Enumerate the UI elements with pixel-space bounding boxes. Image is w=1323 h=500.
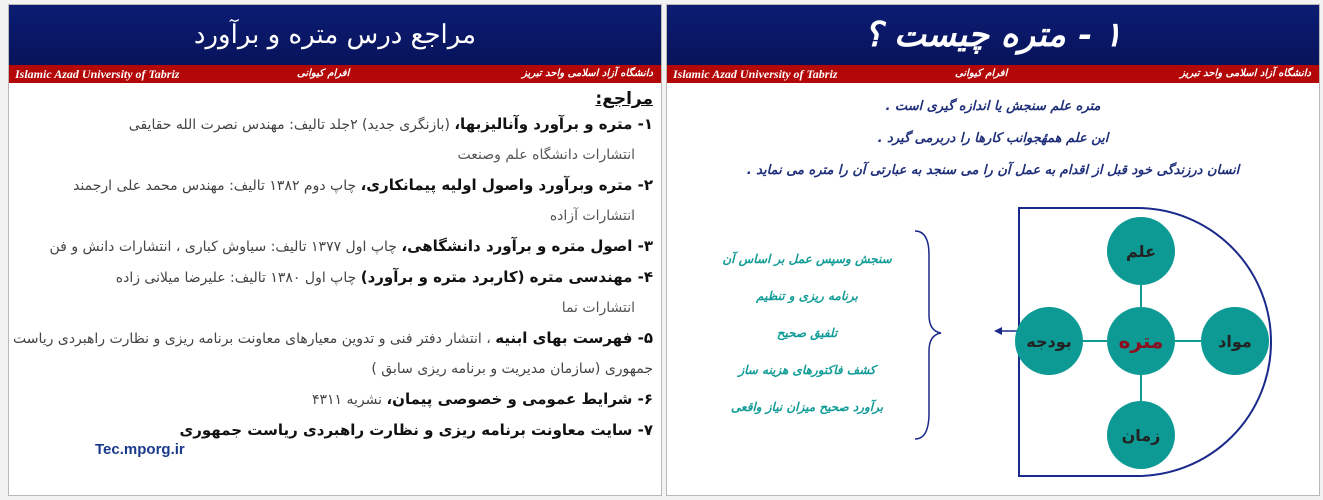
node-label: زمان <box>1121 425 1161 445</box>
author-name: افرام کیوانی <box>297 68 350 79</box>
title-bar <box>667 5 1319 65</box>
reference-details: چاپ دوم ١٣٨٢ تالیف: مهندس محمد علی ارجمند <box>73 178 361 194</box>
definitions <box>667 91 1319 187</box>
info-bar <box>9 65 661 83</box>
benefit-item: برآورد صحیح میزان نیاز واقعی <box>730 400 884 414</box>
reference-item <box>13 231 653 262</box>
benefit-item: سنجش وسپس عمل بر اساس آن <box>722 252 892 266</box>
university-name-fa: دانشگاه آزاد اسلامی واحد تبریز <box>1180 68 1311 79</box>
slide-title: ١ - متره چیست ؟ <box>864 15 1122 55</box>
reference-title: ٢- متره وبرآورد واصول اولیه پیمانکاری، <box>360 176 653 194</box>
reference-title: ۴- مهندسی متره (کاربرد متره و برآورد) <box>360 268 653 286</box>
reference-details: چاپ اول ١٣٧٧ تالیف: سیاوش کباری ، انتشارات دانش و فن <box>49 239 402 255</box>
reference-details: (بازنگری جدید) ٢جلد تالیف: مهندس نصرت الله حقایقی <box>128 117 455 133</box>
node-materials <box>1201 307 1269 375</box>
references-list <box>13 89 653 446</box>
info-bar <box>667 65 1319 83</box>
reference-item <box>13 170 653 201</box>
definition-line: این علم همهٔجوانب کارها را دربرمی گیرد . <box>877 131 1109 146</box>
node-label: بودجه <box>1026 331 1072 351</box>
reference-item <box>13 323 653 354</box>
references-heading: مراجع: <box>595 89 653 109</box>
website-link[interactable]: Tec.mporg.ir <box>95 441 185 458</box>
reference-title: ٧- سایت معاونت برنامه ریزی و نظارت راهبردی ریاست جمهوری <box>179 421 653 439</box>
arrow-head <box>994 327 1002 335</box>
benefit-item: برنامه ریزی و تنظیم <box>756 289 858 303</box>
university-name-en: Islamic Azad University of Tabriz <box>15 67 180 81</box>
node-science <box>1107 217 1175 285</box>
definition-line: انسان درزندگی خود قبل از اقدام به عمل آن را می سنجد به عبارتی آن را متره می نماید . <box>746 163 1240 178</box>
node-budget <box>1015 307 1083 375</box>
definition-line: متره علم سنجش یا اندازه گیری است . <box>885 99 1101 114</box>
reference-continuation: انتشارات آزاده <box>549 208 635 224</box>
metreh-diagram <box>667 195 1319 495</box>
slide-references <box>8 4 662 496</box>
university-name-fa: دانشگاه آزاد اسلامی واحد تبریز <box>522 68 653 79</box>
node-metreh <box>1107 307 1175 375</box>
reference-item <box>13 109 653 140</box>
reference-continuation: انتشارات نما <box>561 300 635 316</box>
reference-details: چاپ اول ١٣٨٠ تالیف: علیرضا میلانی زاده <box>115 270 361 286</box>
reference-title: ١- متره و برآورد وآنالیزبها، <box>454 115 653 133</box>
reference-title: ۶- شرایط عمومی و خصوصی پیمان، <box>386 390 653 408</box>
slide-what-is-metreh <box>666 4 1320 496</box>
node-label: متره <box>1118 329 1164 353</box>
reference-title: ٣- اصول متره و برآورد دانشگاهی، <box>401 237 653 255</box>
author-name: افرام کیوانی <box>955 68 1008 79</box>
node-label: مواد <box>1218 331 1252 351</box>
benefit-item: کشف فاکتورهای هزینه ساز <box>738 363 876 377</box>
benefit-item: تلفیق صحیح <box>776 326 838 340</box>
curly-brace <box>915 231 941 439</box>
reference-continuation: انتشارات دانشگاه علم وصنعت <box>457 147 635 163</box>
slide-title: مراجع درس متره و برآورد <box>193 20 477 50</box>
benefits-list <box>707 241 907 426</box>
reference-details: نشریه ۴٣١١ <box>311 392 387 408</box>
university-name-en: Islamic Azad University of Tabriz <box>673 67 838 81</box>
reference-continuation: جمهوری (سازمان مدیریت و برنامه ریزی سابق ) <box>371 361 653 377</box>
reference-details: ، انتشار دفتر فنی و تدوین معیارهای معاونت برنامه ریزی و نظارت راهبردی ریاست <box>13 331 496 347</box>
reference-item <box>13 262 653 293</box>
reference-title: ۵- فهرست بهای ابنیه <box>495 329 653 347</box>
node-time <box>1107 401 1175 469</box>
node-label: علم <box>1125 241 1156 261</box>
reference-item <box>13 384 653 415</box>
title-bar <box>9 5 661 65</box>
